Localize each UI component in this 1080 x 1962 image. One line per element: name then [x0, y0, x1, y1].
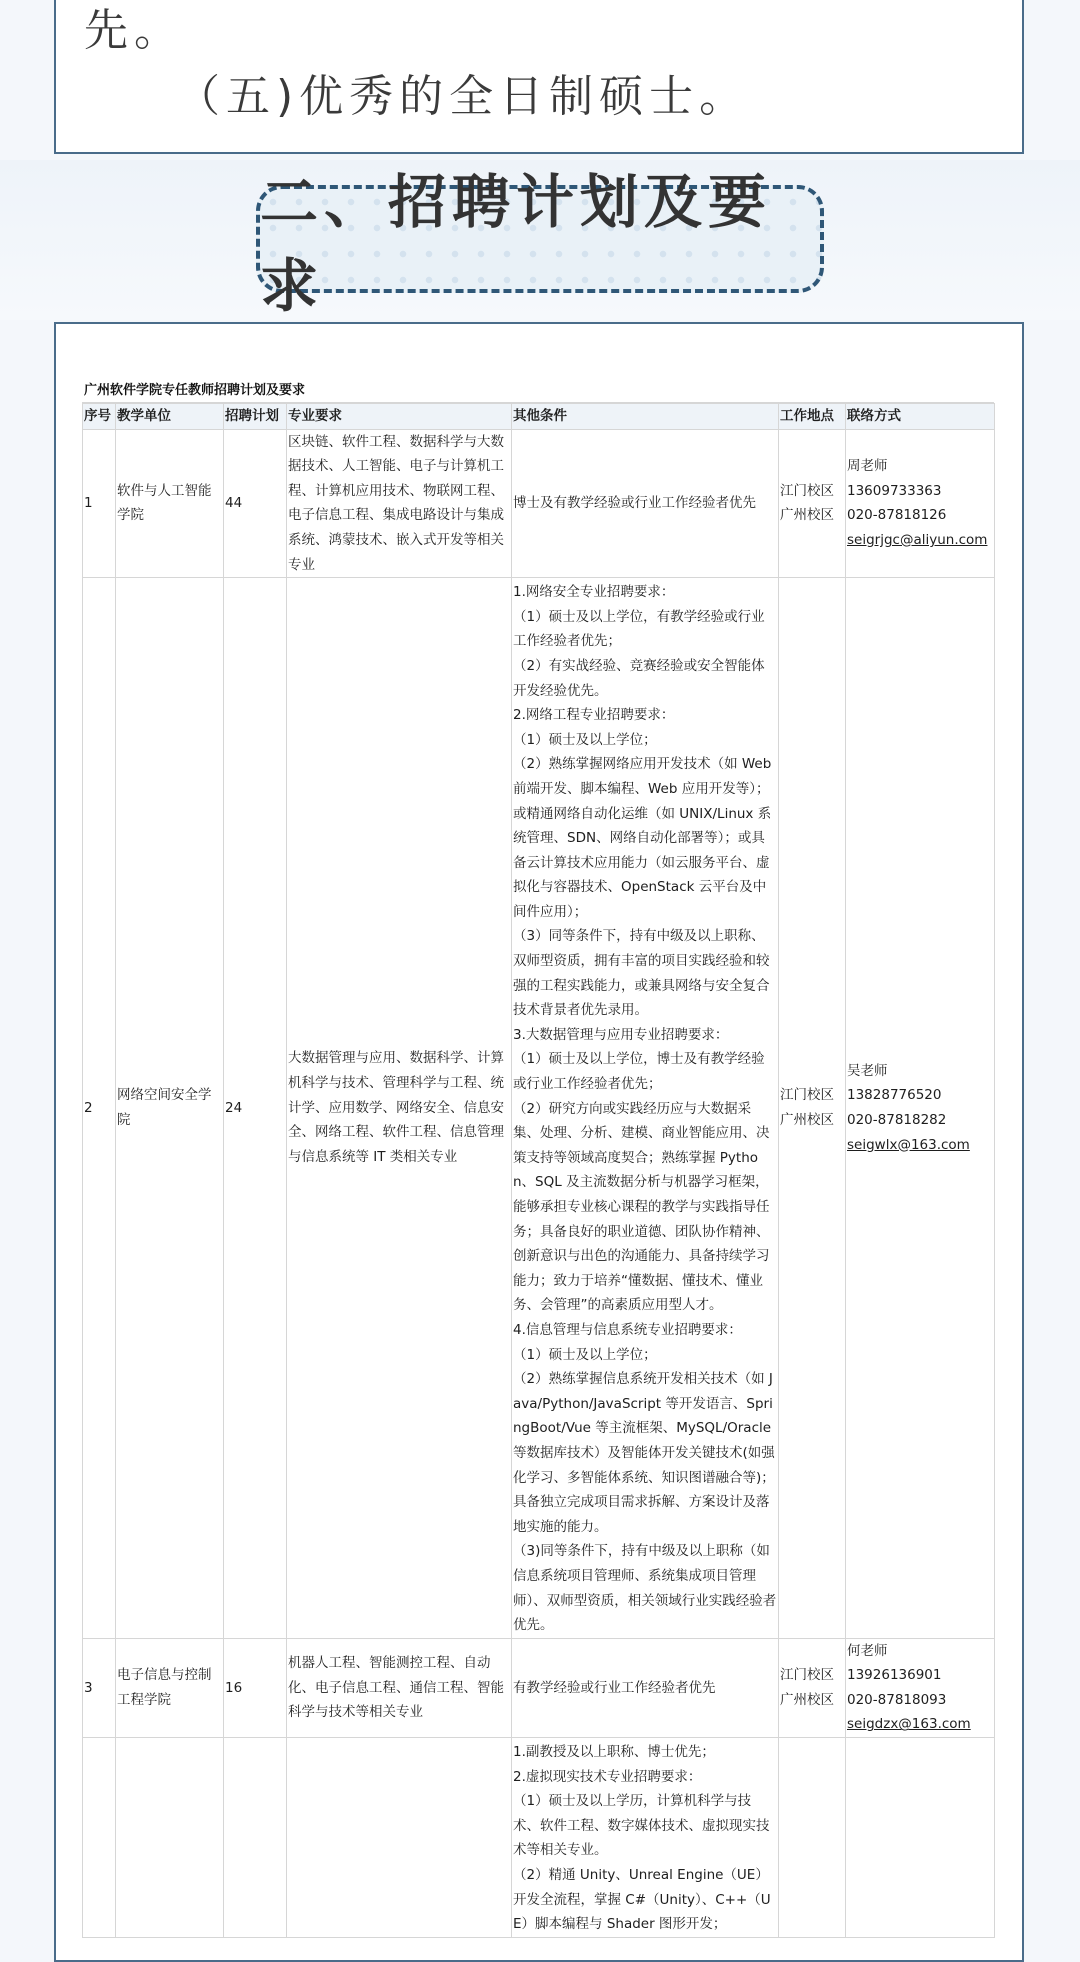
other-line: （1）硕士及以上学位，博士及有教学经验或行业工作经验者优先； [513, 1051, 765, 1093]
recruitment-table [82, 403, 995, 1938]
other-line: 1.网络安全专业招聘要求： [513, 584, 675, 601]
contact-email[interactable]: seigwlx@163.com [847, 1136, 970, 1153]
recruitment-table-card [54, 322, 1024, 1962]
contact-phone: 13609733363 [847, 482, 942, 499]
other-line: （2）精通 Unity、Unreal Engine（UE）开发全流程，掌握 C#（Unity）、C++（UE）脚本编程与 Shader 图形开发； [513, 1867, 771, 1933]
cell-contact [846, 1638, 995, 1737]
other-line: 2.网络工程专业招聘要求： [513, 707, 675, 724]
other-line: （2）有实战经验、竞赛经验或安全智能体开发经验优先。 [513, 657, 765, 699]
cell-other [512, 429, 779, 578]
contact-tel: 020-87818282 [847, 1111, 947, 1128]
table-row [83, 1738, 995, 1938]
table-header-row [83, 404, 995, 430]
table-title: 广州软件学院专任教师招聘计划及要求 [82, 380, 994, 403]
contact-phone: 13828776520 [847, 1087, 942, 1104]
contact-name: 吴老师 [847, 1062, 888, 1079]
cell-location [779, 1638, 846, 1737]
cell-major: 机器人工程、智能测控工程、自动化、电子信息工程、通信工程、智能科学与技术等相关专业 [287, 1638, 512, 1737]
table-wrapper [82, 380, 994, 1938]
cell-major [287, 1738, 512, 1938]
cell-no: 2 [83, 578, 116, 1639]
section-title: 二、招聘计划及要求 [260, 168, 773, 320]
cell-location [779, 1738, 846, 1938]
header-location: 工作地点 [779, 404, 846, 430]
other-line: 2.虚拟现实技术专业招聘要求： [513, 1768, 702, 1785]
cell-contact [846, 578, 995, 1639]
header-count: 招聘计划 [224, 404, 287, 430]
other-line: 3.大数据管理与应用专业招聘要求： [513, 1026, 729, 1043]
location-line: 江门校区 [780, 1667, 834, 1684]
location-line: 广州校区 [780, 1111, 834, 1128]
contact-name: 何老师 [847, 1642, 888, 1659]
cell-count: 44 [224, 429, 287, 578]
cell-unit: 软件与人工智能学院 [116, 429, 224, 578]
header-no: 序号 [83, 404, 116, 430]
cell-contact [846, 1738, 995, 1938]
other-line: 博士及有教学经验或行业工作经验者优先 [513, 495, 756, 512]
other-line: （2）熟练掌握网络应用开发技术（如 Web 前端开发、脚本编程、Web 应用开发等）；或精通网络自动化运维（如 UNIX/Linux 系统管理、SDN、网络自动化部署等）；或具备云计算技术应用能力（如云服务平台、虚拟化与容器技术、OpenStack 云平台及中间件应用）； [513, 756, 772, 920]
location-line: 广州校区 [780, 507, 834, 524]
cell-other [512, 1738, 779, 1938]
intro-card [54, 0, 1024, 154]
header-unit: 教学单位 [116, 404, 224, 430]
contact-email[interactable]: seigdzx@163.com [847, 1716, 971, 1733]
other-line: 4.信息管理与信息系统专业招聘要求： [513, 1321, 742, 1338]
cell-count: 16 [224, 1638, 287, 1737]
cell-location [779, 429, 846, 578]
table-row [83, 429, 995, 578]
cell-no: 3 [83, 1638, 116, 1737]
other-line: 1.副教授及以上职称、博士优先； [513, 1744, 715, 1761]
other-line: （3)同等条件下，持有中级及以上职称（如信息系统项目管理师、系统集成项目管理师）、双师型资质，相关领域行业实践经验者优先。 [513, 1543, 777, 1634]
cell-major: 区块链、软件工程、数据科学与大数据技术、人工智能、电子与计算机工程、计算机应用技术、物联网工程、电子信息工程、集成电路设计与集成系统、鸿蒙技术、嵌入式开发等相关专业 [287, 429, 512, 578]
contact-name: 周老师 [847, 458, 888, 475]
contact-tel: 020-87818126 [847, 507, 947, 524]
cell-no [83, 1738, 116, 1938]
cell-no: 1 [83, 429, 116, 578]
location-line: 江门校区 [780, 482, 834, 499]
intro-line-1: 先。 [84, 5, 184, 56]
cell-unit: 网络空间安全学院 [116, 578, 224, 1639]
other-line: （2）研究方向或实践经历应与大数据采集、处理、分析、建模、商业智能应用、决策支持等领域高度契合；熟练掌握 Python、SQL 及主流数据分析与机器学习框架，能够承担专业核心课程的教学与实践指导任务；具备良好的职业道德、团队协作精神、创新意识与出色的沟通能力、具备持续学习能力；致力于培养“懂数据、懂技术、懂业务、会管理”的高素质应用型人才。 [513, 1100, 770, 1314]
other-line: （1）硕士及以上学位； [513, 1346, 657, 1363]
cell-location [779, 578, 846, 1639]
cell-unit [116, 1738, 224, 1938]
cell-count: 24 [224, 578, 287, 1639]
location-line: 江门校区 [780, 1087, 834, 1104]
cell-other [512, 1638, 779, 1737]
header-contact: 联络方式 [846, 404, 995, 430]
other-line: （3）同等条件下，持有中级及以上职称、双师型资质，拥有丰富的项目实践经验和较强的工程实践能力，或兼具网络与安全复合技术背景者优先录用。 [513, 928, 770, 1019]
other-line: （1）硕士及以上学位，有教学经验或行业工作经验者优先； [513, 608, 765, 650]
table-row [83, 1638, 995, 1737]
intro-line-2: （五)优秀的全日制硕士。 [176, 71, 750, 122]
other-line: （1）硕士及以上学位； [513, 731, 657, 748]
cell-unit: 电子信息与控制工程学院 [116, 1638, 224, 1737]
other-line: （2）熟练掌握信息系统开发相关技术（如 Java/Python/JavaScript 等开发语言、SpringBoot/Vue 等主流框架、MySQL/Oracle 等数据库技术）及智能体开发关键技术(如强化学习、多智能体系统、知识图谱融合等)；具备独立完成项目需求拆解、方案设计及落地实施的能力。 [513, 1371, 775, 1535]
section-heading-box [256, 168, 824, 320]
cell-major: 大数据管理与应用、数据科学、计算机科学与技术、管理科学与工程、统计学、应用数学、网络安全、信息安全、网络工程、软件工程、信息管理与信息系统等 IT 类相关专业 [287, 578, 512, 1639]
contact-phone: 13926136901 [847, 1667, 942, 1684]
contact-email[interactable]: seigrjgc@aliyun.com [847, 531, 988, 548]
contact-tel: 020-87818093 [847, 1691, 947, 1708]
other-line: （1）硕士及以上学历，计算机科学与技术、软件工程、数字媒体技术、虚拟现实技术等相关专业。 [513, 1793, 770, 1859]
table-row [83, 578, 995, 1639]
other-line: 有教学经验或行业工作经验者优先 [513, 1679, 716, 1696]
cell-other [512, 578, 779, 1639]
cell-count [224, 1738, 287, 1938]
header-major: 专业要求 [287, 404, 512, 430]
cell-contact [846, 429, 995, 578]
location-line: 广州校区 [780, 1691, 834, 1708]
header-other: 其他条件 [512, 404, 779, 430]
